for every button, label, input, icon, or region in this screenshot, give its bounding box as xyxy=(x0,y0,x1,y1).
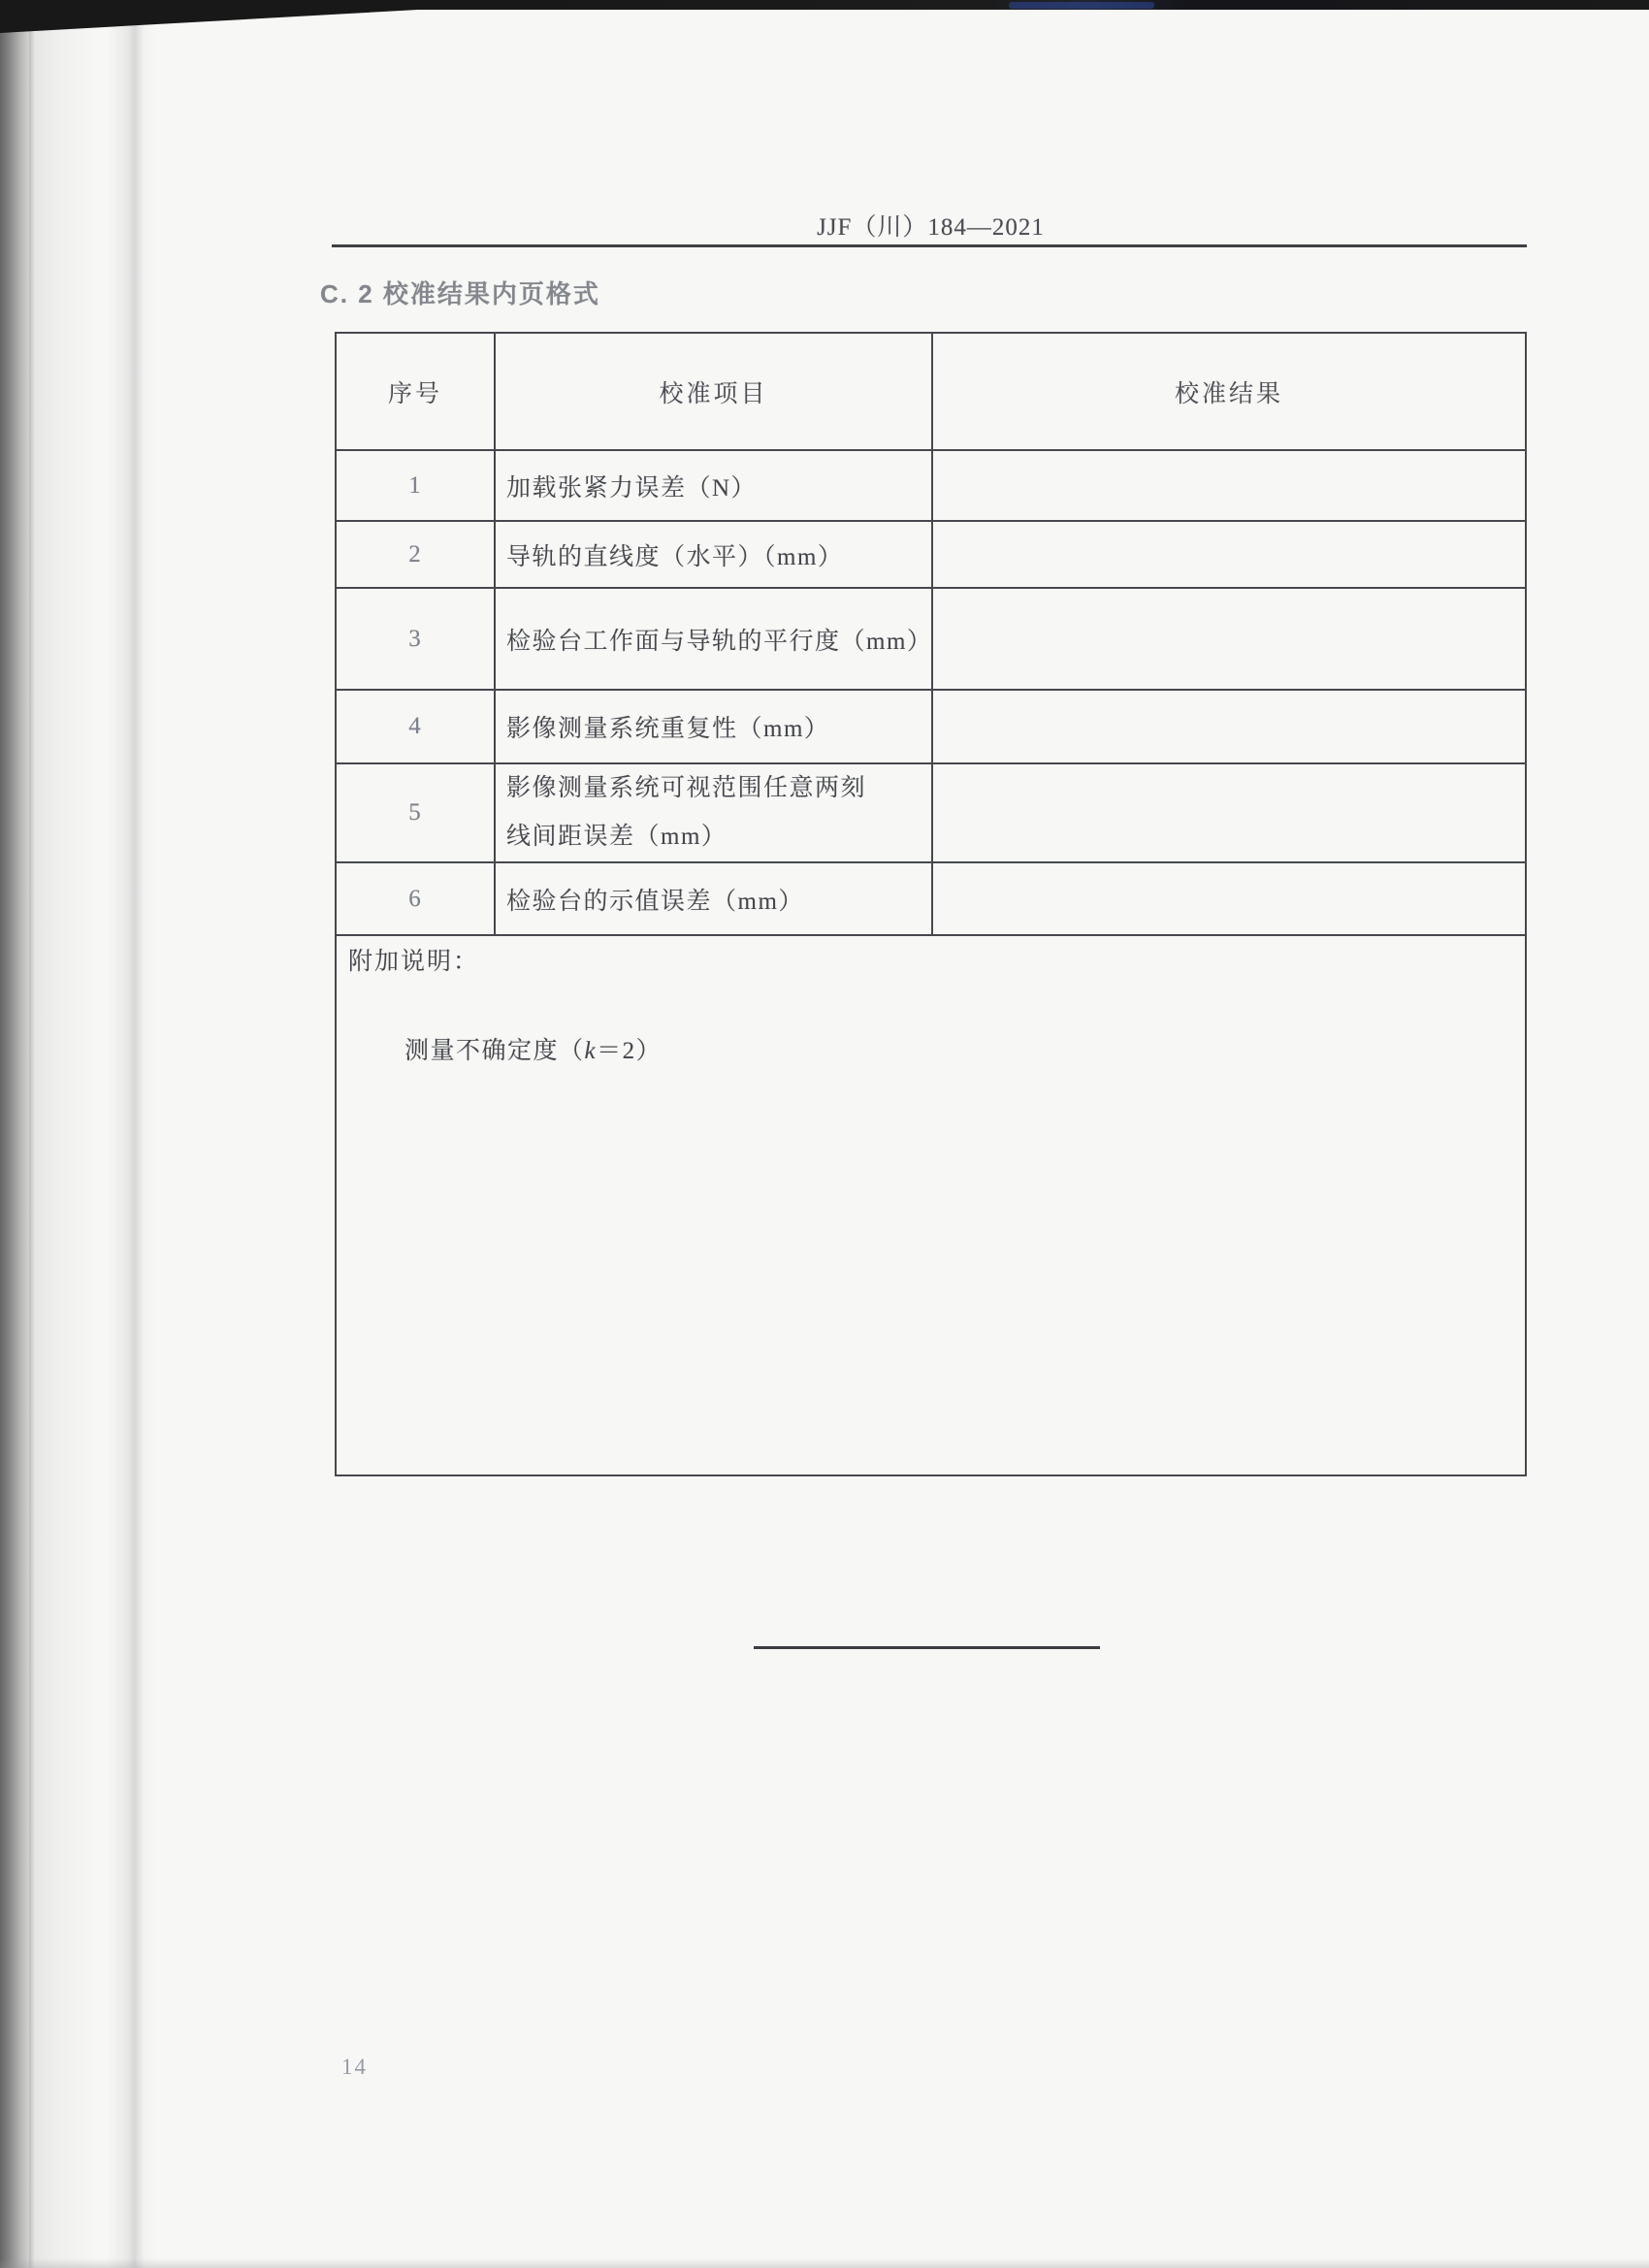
row-item: 加载张紧力误差（N） xyxy=(496,451,933,522)
scanner-top-left-wedge xyxy=(0,0,427,33)
uncertainty-note xyxy=(404,1031,1513,1066)
row-index: 5 xyxy=(337,764,496,863)
row-item: 影像测量系统重复性（mm） xyxy=(496,691,933,764)
row-result xyxy=(933,764,1525,863)
scanner-blue-artifact xyxy=(1009,2,1154,9)
uncertainty-prefix: 测量不确定度（ xyxy=(404,1037,585,1064)
header-rule xyxy=(332,244,1527,247)
notes-label: 附加说明： xyxy=(348,949,480,975)
notes-cell xyxy=(337,936,1525,1474)
page-edge-shadow xyxy=(29,0,99,2268)
section-heading: C. 2 校准结果内页格式 xyxy=(320,279,600,308)
row-index: 4 xyxy=(337,691,496,764)
row-item-text: 影像测量系统可视范围任意两刻线间距误差（mm） xyxy=(506,775,867,850)
row-result xyxy=(933,691,1525,764)
scan-bottom-edge xyxy=(0,2258,1649,2268)
calibration-table xyxy=(335,332,1527,1476)
page-number: 14 xyxy=(341,2055,368,2079)
row-result xyxy=(933,863,1525,936)
row-index: 3 xyxy=(337,589,496,691)
row-item: 导轨的直线度（水平）（mm） xyxy=(496,522,933,589)
col-header-result: 校准结果 xyxy=(933,334,1525,451)
row-item: 检验台工作面与导轨的平行度（mm） xyxy=(496,589,933,691)
row-result xyxy=(933,522,1525,589)
row-item: 检验台的示值误差（mm） xyxy=(496,863,933,936)
closing-rule xyxy=(754,1646,1100,1649)
row-item xyxy=(496,764,933,863)
page-fold-crease xyxy=(107,0,157,2268)
col-header-index: 序号 xyxy=(337,334,496,451)
row-index: 6 xyxy=(337,863,496,936)
col-header-item: 校准项目 xyxy=(496,334,933,451)
row-result xyxy=(933,451,1525,522)
scanner-background-strip xyxy=(0,0,29,2268)
uncertainty-k: k xyxy=(584,1037,598,1064)
uncertainty-suffix: ＝2） xyxy=(597,1037,663,1064)
row-index: 1 xyxy=(337,451,496,522)
row-result xyxy=(933,589,1525,691)
row-index: 2 xyxy=(337,522,496,589)
doc-number: JJF（川）184—2021 xyxy=(817,214,1045,241)
